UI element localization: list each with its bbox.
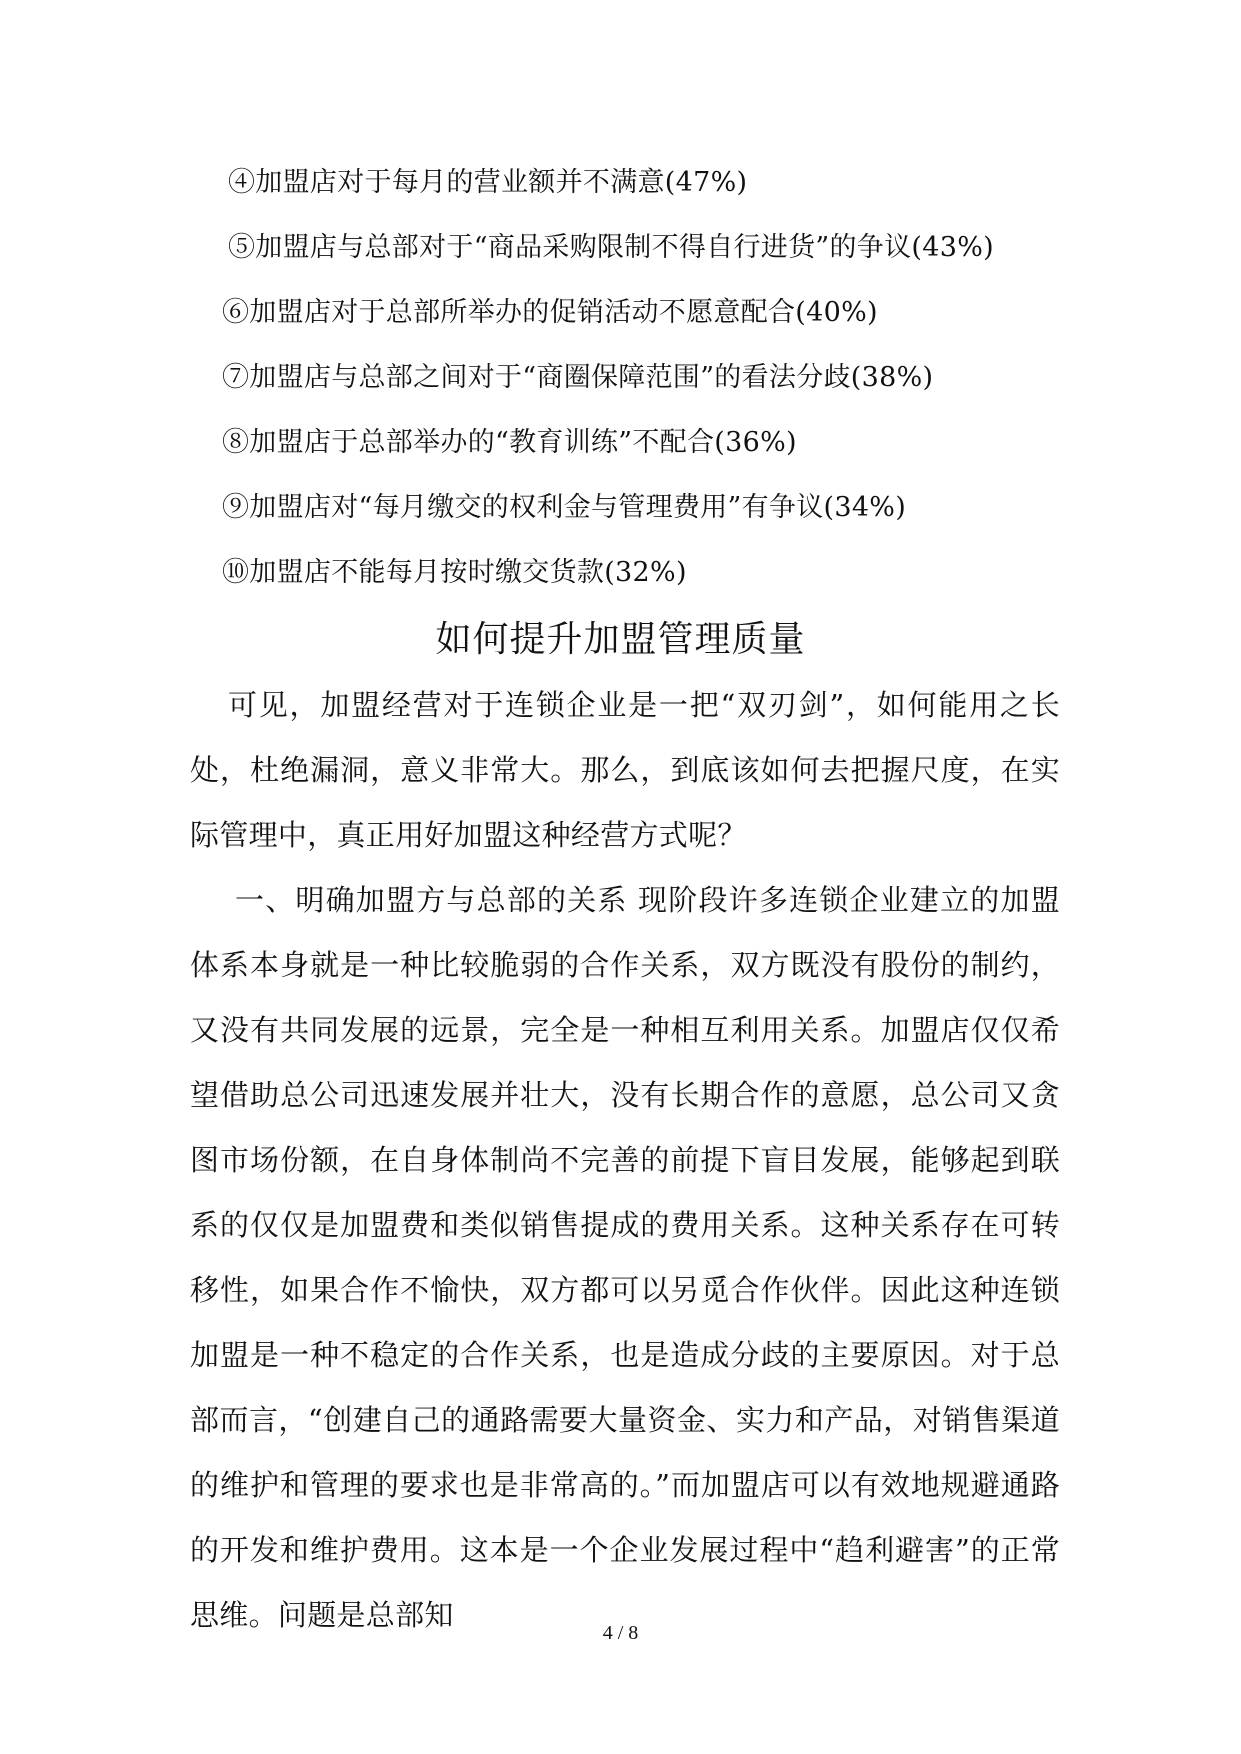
list-item: ⑦加盟店与总部之间对于“商圈保障范围”的看法分歧(38%)	[222, 362, 934, 393]
section-heading: 如何提升加盟管理质量	[435, 619, 806, 660]
list-item: ④加盟店对于每月的营业额并不满意(47%)	[228, 167, 748, 198]
list-item: ⑩加盟店不能每月按时缴交货款(32%)	[222, 557, 687, 588]
body-paragraph: 可见，加盟经营对于连锁企业是一把“双刃剑”，如何能用之长处，杜绝漏洞，意义非常大。那么，到底该如何去把握尺度，在实际管理中，真正用好加盟这种经营方式呢？	[190, 688, 1060, 852]
list-item: ⑨加盟店对“每月缴交的权利金与管理费用”有争议(34%)	[222, 492, 907, 523]
body-paragraph: 一、明确加盟方与总部的关系 现阶段许多连锁企业建立的加盟体系本身就是一种比较脆弱的合作关系，双方既没有股份的制约，又没有共同发展的远景，完全是一种相互利用关系。加盟店仅仅希望借助总公司迅速发展并壮大，没有长期合作的意愿，总公司又贪图市场份额，在自身体制尚不完善的前提下盲目发展，能够起到联系的仅仅是加盟费和类似销售提成的费用关系。这种关系存在可转移性，如果合作不愉快，双方都可以另觅合作伙伴。因此这种连锁加盟是一种不稳定的合作关系，也是造成分歧的主要原因。对于总部而言，“创建自己的通路需要大量资金、实力和产品，对销售渠道的维护和管理的要求也是非常高的。”而加盟店可以有效地规避通路的开发和维护费用。这本是一个企业发展过程中“趋利避害”的正常思维。问题是总部知	[190, 883, 1060, 1632]
page-number: 4 / 8	[602, 1622, 639, 1644]
list-item: ⑥加盟店对于总部所举办的促销活动不愿意配合(40%)	[222, 297, 878, 328]
list-item: ⑤加盟店与总部对于“商品采购限制不得自行进货”的争议(43%)	[228, 232, 994, 263]
list-item: ⑧加盟店于总部举办的“教育训练”不配合(36%)	[222, 427, 797, 458]
